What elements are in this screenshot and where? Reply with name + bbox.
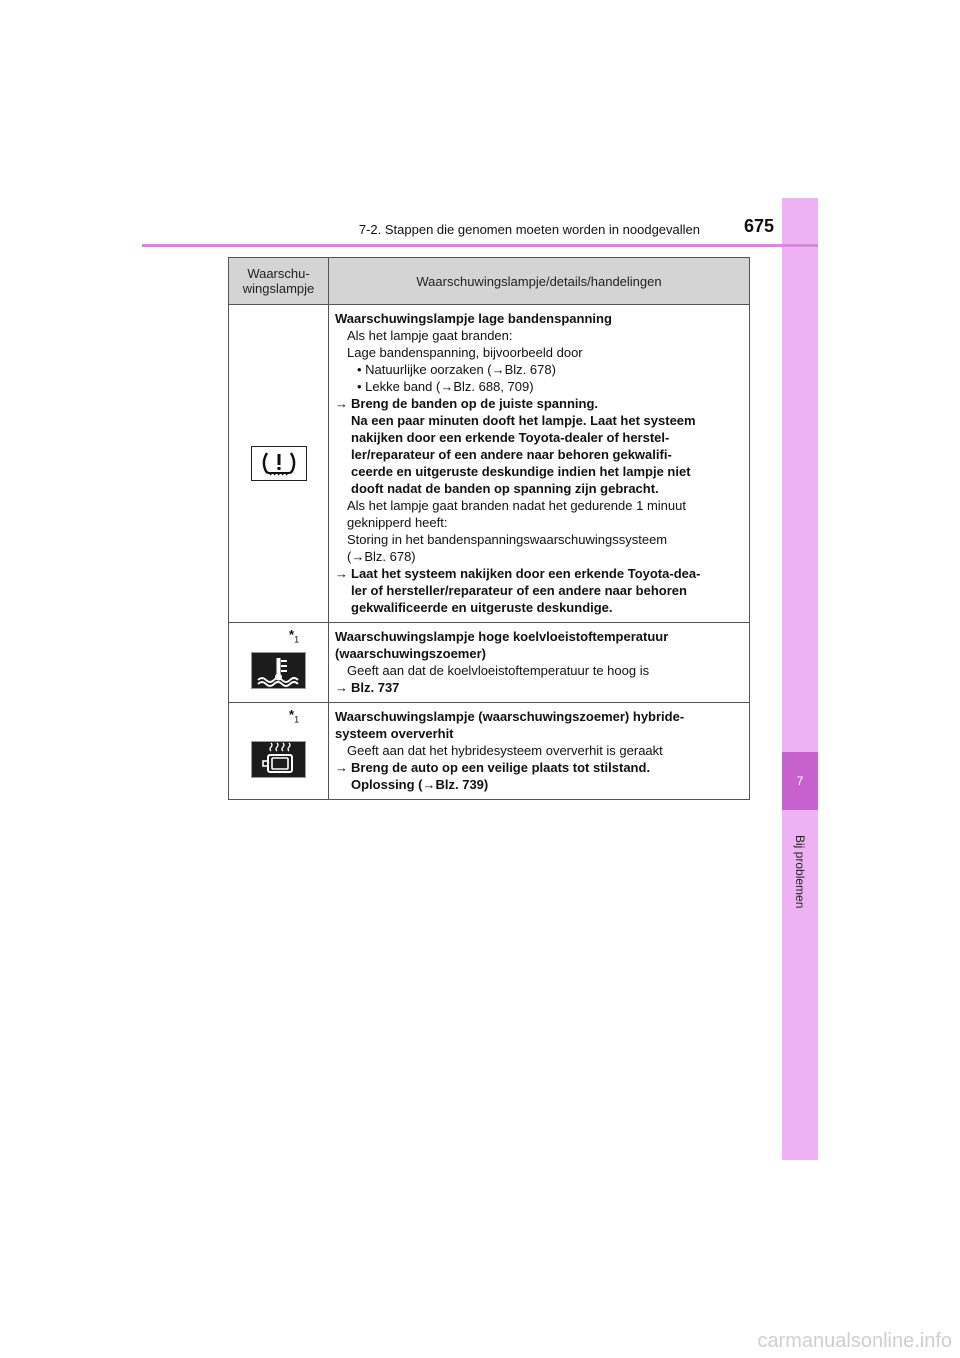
details-cell: Waarschuwingslampje hoge koelvloeistoftemperatuur (waarschuwingszoemer) Geeft aan dat de koelvloeistoftemperatuur te hoog is → Blz. 737: [329, 623, 750, 703]
action-line: → Laat het systeem nakijken door een erkende Toyota-dea- ler of hersteller/reparateur of een andere naar behoren gekwalificeerde en uitgeruste deskundige.: [335, 566, 701, 615]
table-row: [229, 703, 750, 800]
table-row: [229, 623, 750, 703]
side-band: [782, 198, 818, 1160]
chapter-tab: [782, 752, 818, 810]
watermark: carmanualsonline.info: [757, 1330, 952, 1352]
action-line: → Breng de banden op de juiste spanning. Na een paar minuten dooft het lampje. Laat het systeem nakijken door een erkende Toyota-dealer of herstel- ler/reparateur of een andere naar behoren gekwalifi- ceerde en uitgeruste deskundige indien het lampje niet dooft nadat de banden op spanning zijn gebracht.: [335, 396, 696, 496]
section-heading: 7-2. Stappen die genomen moeten worden in noodgevallen: [358, 222, 700, 237]
coolant-temperature-icon: [251, 652, 306, 689]
details-cell: Waarschuwingslampje lage bandenspanning Als het lampje gaat branden: Lage bandenspanning, bijvoorbeeld door • Natuurlijke oorzaken (→Blz. 678) • Lekke band (→Blz. 688, 709) → Breng de banden op de juiste spanning. Na een paar minuten dooft het lampje. Laat het systeem nakijken door een erkende Toyota-dealer of herstel- ler/reparateur of een andere naar behoren gekwalifi- ceerde en uitgeruste deskundige indien het lampje niet dooft nadat de banden op spanning zijn gebracht. Als het lampje gaat branden nadat het gedurende 1 minuut geknipperd heeft: Storing in het bandenspanningswaarschuwingssysteem (→Blz. 678) → Laat het systeem nakijken door een erkende Toyota-dea- ler of hersteller/reparateur of een andere naar behoren gekwalificeerde en uitgeruste deskundige.: [329, 305, 750, 623]
table-header-row: [229, 258, 750, 305]
table-row: [229, 305, 750, 623]
chapter-number: 7: [796, 774, 804, 788]
footnote-marker: $*_1$: [289, 707, 300, 725]
lamp-cell: [229, 623, 329, 703]
action-line: → Blz. 737: [335, 680, 400, 695]
chapter-title: Bij problemen: [793, 835, 807, 909]
details-cell: Waarschuwingslampje (waarschuwingszoemer) hybride- systeem oververhit Geeft aan dat het hybridesysteem oververhit is geraakt → Breng de auto op een veilige plaats tot stilstand. Oplossing (→Blz. 739): [329, 703, 750, 800]
column-header-details: Waarschuwingslampje/details/handelingen: [329, 258, 750, 305]
column-header-lamp: Waarschu- wingslampje: [229, 258, 329, 305]
lamp-cell: [229, 703, 329, 800]
arrow-icon: →: [335, 680, 348, 695]
page-number: 675: [743, 216, 774, 236]
lamp-cell: [229, 305, 329, 623]
warning-lights-table: [228, 257, 750, 800]
footnote-marker: $*_1$: [289, 627, 300, 645]
arrow-icon: →: [335, 566, 348, 581]
hybrid-system-overheat-icon: [251, 741, 306, 778]
header-rule: [142, 244, 818, 247]
action-line: → Breng de auto op een veilige plaats tot stilstand. Oplossing (→Blz. 739): [335, 760, 651, 792]
tire-pressure-warning-icon: [251, 446, 307, 481]
arrow-icon: →: [335, 760, 348, 775]
arrow-icon: →: [335, 396, 348, 411]
